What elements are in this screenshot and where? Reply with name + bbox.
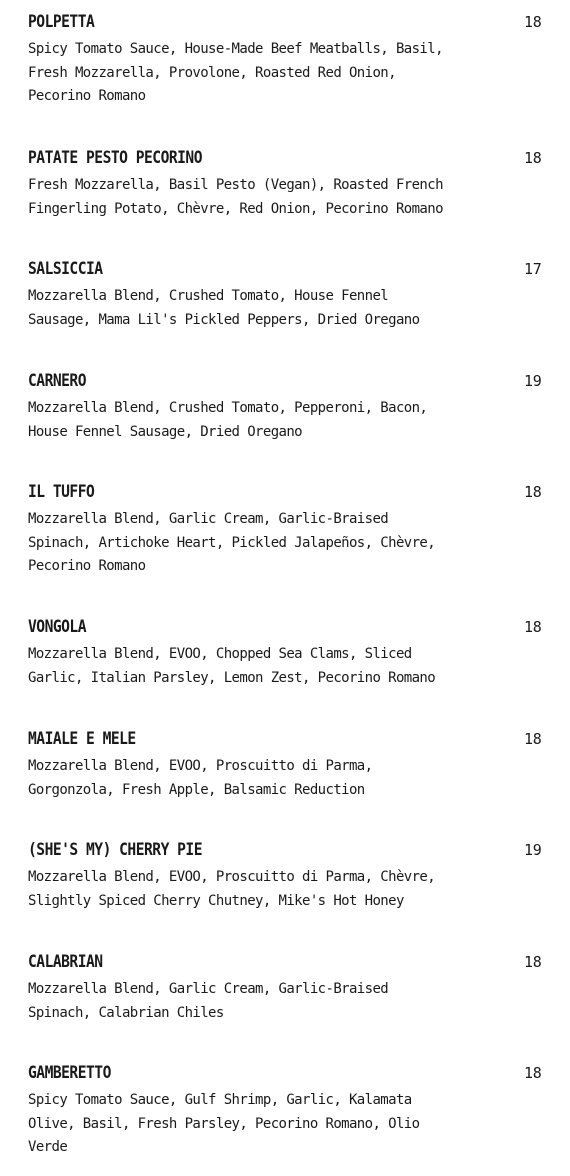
item-description: Spicy Tomato Sauce, Gulf Shrimp, Garlic, Kalamata Olive, Basil, Fresh Parsley, Pecorino Romano, Olio Verde xyxy=(28,1092,420,1155)
item-price: 18 xyxy=(524,618,542,636)
menu-item-il-tuffo xyxy=(28,480,542,579)
item-price: 18 xyxy=(524,13,542,31)
item-description: Mozzarella Blend, Crushed Tomato, House Fennel Sausage, Mama Lil's Pickled Peppers, Dried Oregano xyxy=(28,288,420,328)
item-name: CARNERO xyxy=(28,371,87,391)
item-name: (SHE'S MY) CHERRY PIE xyxy=(28,840,203,860)
menu-item-maiale-e-mele xyxy=(28,727,542,802)
menu-item-vongola xyxy=(28,615,542,690)
item-price: 17 xyxy=(524,260,542,278)
item-description: Mozzarella Blend, Garlic Cream, Garlic-Braised Spinach, Artichoke Heart, Pickled Jalapeños, Chèvre, Pecorino Romano xyxy=(28,511,436,574)
item-name: PATATE PESTO PECORINO xyxy=(28,148,203,168)
item-description: Spicy Tomato Sauce, House-Made Beef Meatballs, Basil, Fresh Mozzarella, Provolone, Roasted Red Onion, Pecorino Romano xyxy=(28,41,443,104)
item-name: SALSICCIA xyxy=(28,259,103,279)
item-description: Mozzarella Blend, Crushed Tomato, Pepperoni, Bacon, House Fennel Sausage, Dried Oregano xyxy=(28,400,428,440)
item-price: 18 xyxy=(524,483,542,501)
item-description: Mozzarella Blend, EVOO, Proscuitto di Parma, Chèvre, Slightly Spiced Cherry Chutney, Mike's Hot Honey xyxy=(28,869,436,909)
item-price: 19 xyxy=(524,372,542,390)
item-name: MAIALE E MELE xyxy=(28,729,136,749)
item-price: 18 xyxy=(524,953,542,971)
item-price: 18 xyxy=(524,730,542,748)
item-name: POLPETTA xyxy=(28,12,95,32)
menu-item-patate-pesto-pecorino xyxy=(28,146,542,221)
item-price: 19 xyxy=(524,841,542,859)
item-description: Fresh Mozzarella, Basil Pesto (Vegan), Roasted French Fingerling Potato, Chèvre, Red Onion, Pecorino Romano xyxy=(28,177,443,217)
item-name: IL TUFFO xyxy=(28,482,95,502)
item-price: 18 xyxy=(524,1064,542,1082)
item-description: Mozzarella Blend, EVOO, Chopped Sea Clams, Sliced Garlic, Italian Parsley, Lemon Zest, Pecorino Romano xyxy=(28,646,436,686)
menu-item-polpetta xyxy=(28,10,542,109)
item-description: Mozzarella Blend, EVOO, Proscuitto di Parma, Gorgonzola, Fresh Apple, Balsamic Reduction xyxy=(28,758,373,798)
item-price: 18 xyxy=(524,149,542,167)
menu-item-salsiccia xyxy=(28,257,542,332)
menu-item-gamberetto xyxy=(28,1061,542,1160)
item-name: GAMBERETTO xyxy=(28,1063,111,1083)
item-name: VONGOLA xyxy=(28,617,87,637)
menu-item-calabrian xyxy=(28,950,542,1025)
item-name: CALABRIAN xyxy=(28,952,103,972)
menu-item-cherry-pie xyxy=(28,838,542,913)
item-description: Mozzarella Blend, Garlic Cream, Garlic-Braised Spinach, Calabrian Chiles xyxy=(28,981,389,1021)
menu-item-carnero xyxy=(28,369,542,444)
